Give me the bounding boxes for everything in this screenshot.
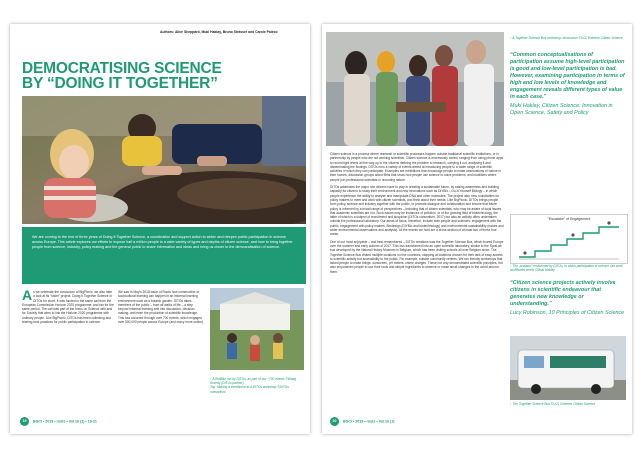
left-page-number: 19 bbox=[20, 417, 29, 426]
left-body-col2 bbox=[118, 290, 204, 410]
right-footer-text: BGCI • 2019 • roots • Vol 16 (1) bbox=[343, 419, 395, 424]
workshop-caption: ↑ A Together Science Bus workshop: discussion ©UCL Extreme Citizen Science bbox=[510, 36, 623, 40]
main-photo bbox=[22, 96, 306, 224]
quote-robinson-source: Lucy Robinson, 10 Principles of Citizen Science bbox=[510, 310, 625, 316]
bus-photo bbox=[510, 336, 626, 400]
escalator-title: “Escalator” of Engagement bbox=[547, 217, 591, 221]
quote-haklay bbox=[510, 52, 626, 117]
left-body-text-1: s we celebrate the conclusion of BigPicnic, we also take a look at its “sister” project, Doing It Together Science or DITOs for short. It was funded in the same call from the European Commission Horizon 2020 programme, and ran for the same period. The call was part of the focus on Science with and for Society that aims to link the Horizon 2020 programme with ordinary people. Like BigPicnic, DITOs has been collecting and sharing best practices for public participation in science. bbox=[22, 290, 114, 325]
science-bus-image bbox=[510, 336, 626, 400]
right-body-p1: Citizen science is a process where research or scientific processes happen outside traditional scientific institutions, or in partnership by people who are not working scientists. Citizen science is enormously varied, ranging from using phone apps to record light levels all the way up to the citizens defining the problem to research, carrying it out, analysing it and disseminating the findings. DITOs runs a variety of events aimed at introducing people to a wider range of scientific activities in which they can participate. Examples are exhibitions that encourage people to make observations of nature in their homes, discussion groups about films that show how people use science to solve problems, and bioblitzes where people join professional scientists in recording nature. bbox=[330, 152, 504, 182]
bioblitz-image bbox=[210, 288, 304, 370]
quote-haklay-source: Muki Haklay, Citizen Science: Innovation in Open Science, Safety and Policy bbox=[510, 103, 613, 116]
right-body bbox=[330, 152, 504, 414]
title-line-2: BY “DOING IT TOGETHER” bbox=[22, 75, 218, 92]
title-line-1: DEMOCRATISING SCIENCE bbox=[22, 60, 222, 77]
left-body-text-2: We saw in May's 2018 issue of Roots how constructive or sociocultural learning can happen in an informal learning environment such as a botanic garden. DITOs takes members of the public – from all walks of life – a step beyond informal learning and into discussion, decision-making, and even the production of scientific knowledge. This has occurred through over 700 events, which engaged over 500,000 people across Europe (and many more online). bbox=[118, 290, 204, 325]
right-page-number: 20 bbox=[330, 417, 339, 426]
quote-robinson bbox=[510, 280, 626, 317]
right-footer bbox=[330, 417, 394, 426]
right-page bbox=[322, 24, 632, 434]
escalator-caption: ↑ The „scalator” envisioned by DITOs, in which participation in science can work at different levels ©Muki Haklay bbox=[510, 264, 623, 273]
escalator-diagram bbox=[511, 221, 627, 261]
quote-robinson-text: “Citizen science projects actively involve citizens in scientific endeavour that generates new knowledge or understanding.” bbox=[510, 280, 616, 307]
drop-cap: A bbox=[22, 290, 33, 303]
left-page bbox=[10, 24, 310, 434]
bus-caption: ↑ The Together Science Bus ©UCL Extreme Citizen Science bbox=[510, 402, 596, 406]
left-footer bbox=[20, 417, 97, 426]
children-soil-photo bbox=[22, 96, 306, 224]
quote-haklay-text: “Common conceptualisations of participation assume high-level participation is good and low-level participation is bad. However, examining participation in terms of high and low levels of knowledge and engagement reveals different types of value in each case.” bbox=[510, 52, 625, 100]
authors-line: Authors: Alice Sheppard, Muki Haklay, Bruno Strasser and Carole Paleco bbox=[160, 30, 278, 34]
left-footer-text: BGCI • 2019 • roots • Vol 16 (1) • 19-21 bbox=[33, 419, 97, 424]
escalator-figure bbox=[510, 214, 628, 264]
right-body-p3: One of our most enjoyable – and best remembered – DITOs creations was the Together Science Bus, which toured Europe over the summer and early autumn of 2017. This bus transformed into an open scientific laboratory, similar to the SpotLab bus developed by the Natural History Museum in Belgium, which has been visiting schools all over Belgium since. The Together Science Bus visited multiple locations in nine countries, stopping at locations chosen for their lack of easy access to scientific activity but accessibility to the public. For example, outside community centres. We ran friendly workshops that asked people to make things: sunscreen, pH meters, chime charges. These not only demonstrated scientific principles, but also empowered people to use their tools and simple ingredients to observe or make small changes to the world around them. bbox=[330, 239, 504, 274]
bioblitz-photo bbox=[210, 288, 304, 394]
left-body-col1 bbox=[22, 290, 114, 410]
intro-box: We are coming to the end of three years of Doing It Together Science, a coordination and support action to widen and deepen public participation in science across Europe. This article explores our efforts to expose half a million people to a wide variety of types and depths of citizen science, and how to bring together people from science, industry, policy making and the general public to share information and ideas and bring us closer to the democratisation of science. bbox=[22, 227, 306, 284]
workshop-photo bbox=[326, 32, 504, 146]
article-title bbox=[22, 61, 222, 91]
right-body-p2: DITOs addresses the major role citizens have to play in creating a sustainable future, by raising awareness and building capacity for citizens to study their environment and new innovations such as DIYBio – Do-It-Yourself Biology – in which people experience the ability to analyse and manipulate DNA and other molecules. The project also runs roundtables for policy makers to meet and work with citizen scientists, and think about their needs. Like BigPicnic, DITOs brings people from policy, science and industry together with the public, to promote dialogue and collaboration and ensure that future policy is informed by a broad range of perspectives – including that of citizen scientists, who may be aware of local issues that academic scientists are not. Such issues may be instances of pollution, or of the growing field of biotechnology, the latter of which is a subject of recruitment and suspicion (DITOs consortium, 2017) but also an activity often undertaken outside the professional laboratory. Our areas of focus, therefore, include both people and sciences: engagement with the public; engagement with policy makers; Biodesign (DIYBio and biotechnology) and environmental sustainability (nature and wider environmental observations and analysis). All the events we hold are a cross-section of at least two of these four areas. bbox=[330, 185, 504, 237]
workshop-image bbox=[326, 32, 504, 146]
bioblitz-caption: ↑ A BioBlitz run by DITOs, as part of our ~700 events ©Waag Society (DITOs partner) Top: Making a seedbomb at a DITOs workshop ©DITOs consortium bbox=[210, 377, 297, 394]
